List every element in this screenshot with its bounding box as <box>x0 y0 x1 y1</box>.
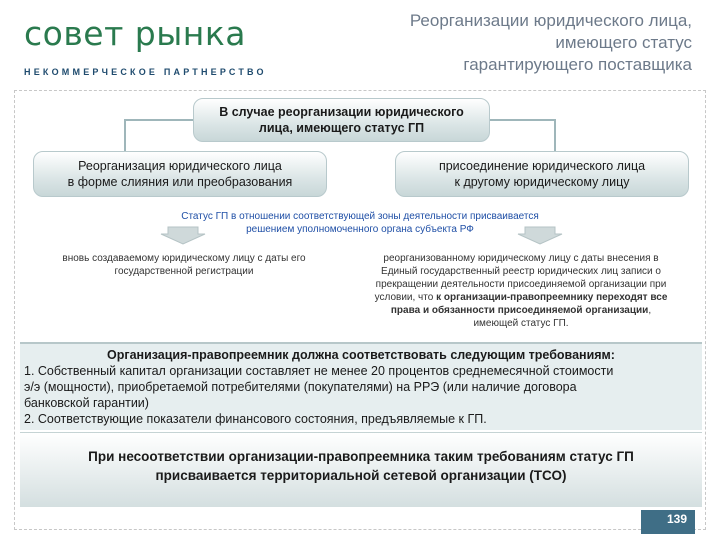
left-note-line-1: вновь создаваемому юридическому лицу с даты его <box>62 253 306 264</box>
requirements-title: Организация-правопреемник должна соответствовать следующим требованиям: <box>107 348 615 362</box>
right-note-line-5-end: , <box>648 305 652 316</box>
slide-title-line-1: Реорганизации юридического лица, <box>409 11 692 30</box>
right-note-line-3: прекращении деятельности присоединяемой организации при <box>375 279 667 290</box>
right-note-line-4-bold: к организации-правопреемнику переходят все <box>436 292 668 303</box>
footer-line-2: присваивается территориальной сетевой организации (ТСО) <box>155 468 567 483</box>
requirement-1-line-2: э/э (мощности), приобретаемой потребителями (покупателями) на РРЭ (или наличие договора <box>24 380 577 394</box>
right-note-line-1: реорганизованному юридическому лицу с даты внесения в <box>383 253 659 264</box>
right-note-line-5-bold: права и обязанности присоединяемой организации <box>390 305 649 316</box>
left-box-line-1: Реорганизация юридического лица <box>78 159 282 173</box>
accession-box <box>395 151 689 197</box>
right-note-line-6: имеющей статус ГП. <box>473 318 569 329</box>
right-box-line-2: к другому юридическому лицу <box>454 175 630 189</box>
footer-conclusion <box>24 447 698 485</box>
reorganization-root-box <box>193 98 490 142</box>
requirement-item-2: 2. Соответствующие показатели финансового состояния, предъявляемые к ГП. <box>24 412 487 426</box>
slide-title <box>312 10 692 76</box>
root-box-line-1: В случае реорганизации юридического <box>219 105 464 119</box>
right-box-line-1: присоединение юридического лица <box>438 159 646 173</box>
logo-wordmark: совет рынка <box>24 14 247 53</box>
right-note-line-4 <box>345 291 697 304</box>
requirement-item-1 <box>24 363 700 411</box>
requirement-1-line-3: банковской гарантии) <box>24 396 149 410</box>
left-note-line-2: государственной регистрации <box>114 266 254 277</box>
requirement-1-line-1: 1. Собственный капитал организации составляет не менее 20 процентов среднемесячной стоимости <box>24 364 614 378</box>
right-note-line-2: Единый государственный реестр юридических лиц записи о <box>381 266 661 277</box>
slide-title-line-3: гарантирующего поставщика <box>463 55 692 74</box>
logo-subtitle: НЕКОММЕРЧЕСКОЕ ПАРТНЕРСТВО <box>24 67 267 77</box>
slide-title-line-2: имеющего статус <box>555 33 692 52</box>
status-assignment-note <box>100 210 620 236</box>
page-number: 139 <box>641 510 695 534</box>
right-branch-note <box>345 252 697 330</box>
left-box-line-2: в форме слияния или преобразования <box>67 175 293 189</box>
footer-line-1: При несоответствии организации-правопреемника таким требованиям статус ГП <box>88 449 634 464</box>
right-note-line-4-start: условии, что <box>374 292 437 303</box>
left-branch-note <box>34 252 334 278</box>
status-note-line-1: Статус ГП в отношении соответствующей зоны деятельности присваивается <box>181 211 539 222</box>
merger-transformation-box <box>33 151 327 197</box>
status-note-line-2: решением уполномоченного органа субъекта РФ <box>246 224 474 235</box>
root-box-line-2: лица, имеющего статус ГП <box>258 121 425 135</box>
right-note-line-5 <box>345 304 697 317</box>
